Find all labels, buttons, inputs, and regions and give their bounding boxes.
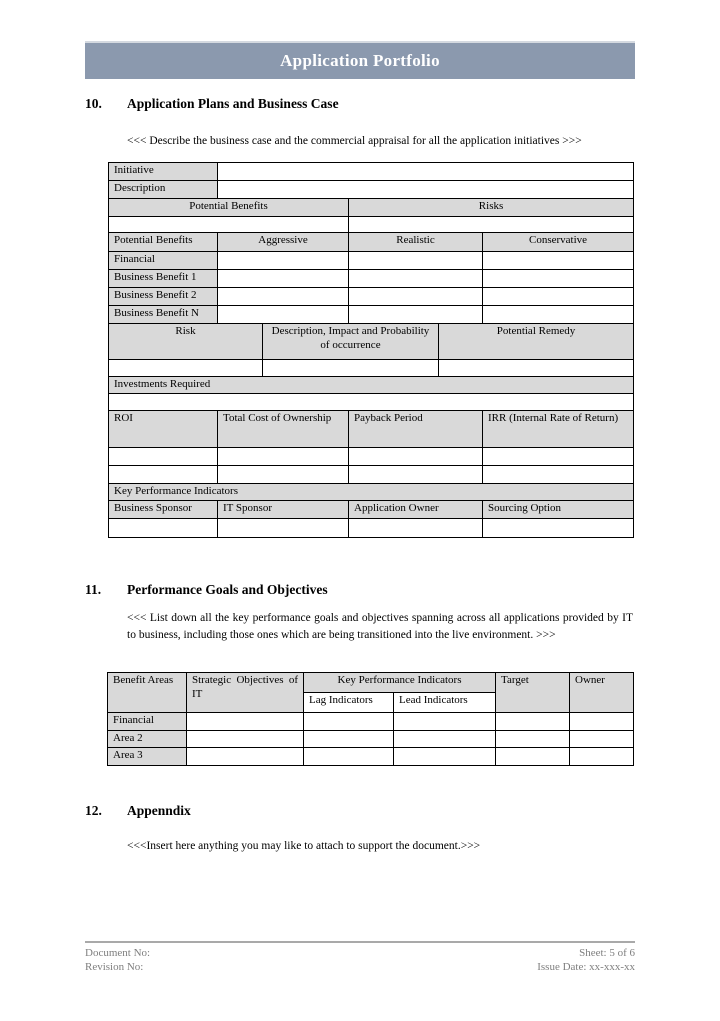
footer-right <box>537 946 635 974</box>
benefit-row-label: Business Benefit N <box>109 306 218 324</box>
owner-value-cell[interactable] <box>570 731 634 748</box>
financial-metric-value-cell[interactable] <box>349 448 483 466</box>
benefit-value-cell[interactable] <box>218 306 349 324</box>
kpi-group-header-cell: Key Performance Indicators <box>304 673 496 693</box>
strategic-objectives-header-cell: Strategic Objectives of IT <box>187 673 304 713</box>
lag-indicators-header-cell: Lag Indicators <box>304 693 394 713</box>
section-12-number: 12. <box>85 803 102 818</box>
section-10-title: Application Plans and Business Case <box>127 96 339 111</box>
strategic-objective-value-cell[interactable] <box>187 731 304 748</box>
potential-benefits-header-cell: Potential Benefits <box>109 199 349 217</box>
benefit-value-cell[interactable] <box>483 306 634 324</box>
strategic-objective-value-cell[interactable] <box>187 748 304 766</box>
benefit-value-cell[interactable] <box>218 252 349 270</box>
financial-metric-header: IRR (Internal Rate of Return) <box>483 411 634 448</box>
risk-value-cell[interactable] <box>263 360 439 377</box>
lag-indicator-value-cell[interactable] <box>304 748 394 766</box>
section-12-title: Appenndix <box>127 803 191 818</box>
financial-metric-value-cell[interactable] <box>483 466 634 484</box>
section-11-number: 11. <box>85 582 102 597</box>
page-footer <box>85 941 635 974</box>
owner-header-cell: Owner <box>570 673 634 713</box>
financial-metric-value-cell[interactable] <box>218 466 349 484</box>
section-10-heading <box>85 96 635 112</box>
benefit-row-label: Financial <box>109 252 218 270</box>
sponsor-value-cell[interactable] <box>483 519 634 538</box>
benefit-value-cell[interactable] <box>483 252 634 270</box>
risk-value-cell[interactable] <box>439 360 634 377</box>
initiative-label-cell: Initiative <box>109 163 218 181</box>
issue-date: Issue Date: xx-xxx-xx <box>537 961 635 973</box>
section-11-instruction: <<< List down all the key performance goals and objectives spanning across all applications provided by IT to business, including those ones which are being transitioned into the live environment. >>> <box>127 612 633 641</box>
target-value-cell[interactable] <box>496 713 570 731</box>
investments-required-header-cell: Investments Required <box>109 377 634 394</box>
sponsor-col-header: IT Sponsor <box>218 501 349 519</box>
potential-benefits-value-cell[interactable] <box>109 217 349 233</box>
sponsor-value-cell[interactable] <box>218 519 349 538</box>
benefit-value-cell[interactable] <box>218 270 349 288</box>
financial-metric-value-cell[interactable] <box>218 448 349 466</box>
benefit-col-header: Potential Benefits <box>109 233 218 252</box>
initiative-value-cell[interactable] <box>218 163 634 181</box>
benefit-value-cell[interactable] <box>483 288 634 306</box>
risks-header-cell: Risks <box>349 199 634 217</box>
section-10-number: 10. <box>85 96 102 111</box>
sponsor-col-header: Business Sponsor <box>109 501 218 519</box>
benefit-area-row-label: Financial <box>108 713 187 731</box>
investments-required-value-cell[interactable] <box>109 394 634 411</box>
financial-metric-header: Payback Period <box>349 411 483 448</box>
lead-indicator-value-cell[interactable] <box>394 713 496 731</box>
benefit-value-cell[interactable] <box>349 288 483 306</box>
benefit-value-cell[interactable] <box>349 306 483 324</box>
risk-value-cell[interactable] <box>109 360 263 377</box>
sponsor-col-header: Sourcing Option <box>483 501 634 519</box>
benefit-value-cell[interactable] <box>349 252 483 270</box>
financial-metric-value-cell[interactable] <box>109 448 218 466</box>
benefit-value-cell[interactable] <box>349 270 483 288</box>
section-12-instruction: <<<Insert here anything you may like to attach to support the document.>>> <box>127 840 481 852</box>
financial-metric-value-cell[interactable] <box>483 448 634 466</box>
sheet-number: Sheet: 5 of 6 <box>579 947 635 959</box>
description-value-cell[interactable] <box>218 181 634 199</box>
benefit-areas-header-cell: Benefit Areas <box>108 673 187 713</box>
lag-indicator-value-cell[interactable] <box>304 731 394 748</box>
section-10-instruction: <<< Describe the business case and the commercial appraisal for all the application initiatives >>> <box>127 135 582 147</box>
lag-indicator-value-cell[interactable] <box>304 713 394 731</box>
description-label-cell: Description <box>109 181 218 199</box>
revision-no-label: Revision No: <box>85 961 144 973</box>
section-11-heading <box>85 582 635 598</box>
sponsor-value-cell[interactable] <box>109 519 218 538</box>
risk-col-header: Description, Impact and Probability of occurrence <box>263 324 439 360</box>
section-12-heading <box>85 803 635 819</box>
target-value-cell[interactable] <box>496 731 570 748</box>
benefit-col-header: Realistic <box>349 233 483 252</box>
financial-metric-value-cell[interactable] <box>109 466 218 484</box>
benefit-area-row-label: Area 2 <box>108 731 187 748</box>
benefit-area-row-label: Area 3 <box>108 748 187 766</box>
lead-indicator-value-cell[interactable] <box>394 748 496 766</box>
title-banner <box>85 41 635 79</box>
lead-indicator-value-cell[interactable] <box>394 731 496 748</box>
financial-metric-header: ROI <box>109 411 218 448</box>
target-value-cell[interactable] <box>496 748 570 766</box>
financial-metric-header: Total Cost of Ownership <box>218 411 349 448</box>
benefit-value-cell[interactable] <box>218 288 349 306</box>
performance-goals-table <box>107 672 634 766</box>
footer-left <box>85 946 150 974</box>
strategic-objective-value-cell[interactable] <box>187 713 304 731</box>
owner-value-cell[interactable] <box>570 748 634 766</box>
owner-value-cell[interactable] <box>570 713 634 731</box>
lead-indicators-header-cell: Lead Indicators <box>394 693 496 713</box>
kpi-header-cell: Key Performance Indicators <box>109 484 634 501</box>
target-header-cell: Target <box>496 673 570 713</box>
sponsor-value-cell[interactable] <box>349 519 483 538</box>
benefit-row-label: Business Benefit 2 <box>109 288 218 306</box>
benefit-col-header: Aggressive <box>218 233 349 252</box>
benefit-col-header: Conservative <box>483 233 634 252</box>
risk-col-header: Risk <box>109 324 263 360</box>
benefit-value-cell[interactable] <box>483 270 634 288</box>
document-no-label: Document No: <box>85 947 151 959</box>
document-title: Application Portfolio <box>280 51 440 70</box>
financial-metric-value-cell[interactable] <box>349 466 483 484</box>
risk-col-header: Potential Remedy <box>439 324 634 360</box>
section-11-title: Performance Goals and Objectives <box>127 582 328 597</box>
risks-value-cell[interactable] <box>349 217 634 233</box>
business-case-table <box>108 162 634 538</box>
benefit-row-label: Business Benefit 1 <box>109 270 218 288</box>
sponsor-col-header: Application Owner <box>349 501 483 519</box>
